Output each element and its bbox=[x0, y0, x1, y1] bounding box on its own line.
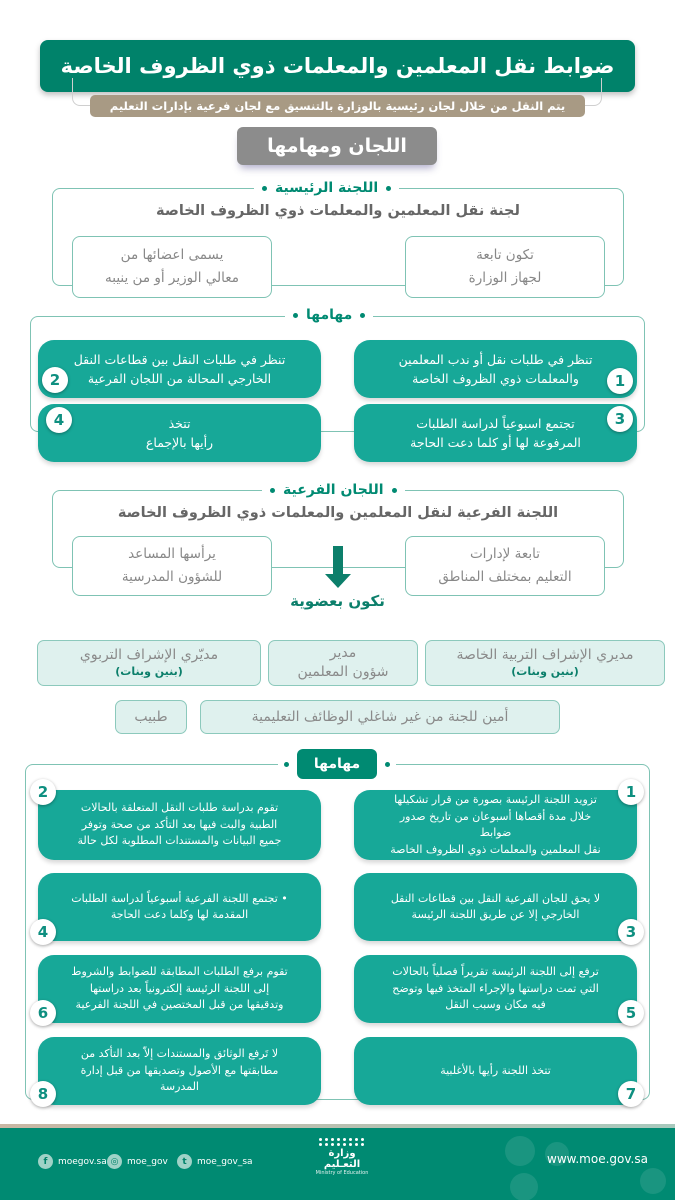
section-heading: اللجان ومهامها bbox=[237, 127, 437, 165]
bullet-icon bbox=[386, 186, 391, 191]
task-number-badge: 1 bbox=[607, 368, 633, 394]
bullet-icon bbox=[284, 762, 289, 767]
arrow-down-icon-head bbox=[325, 574, 351, 588]
sub-task-7: تتخذ اللجنة رأيها بالأغلبية bbox=[354, 1037, 637, 1105]
social-instagram[interactable]: ◎ moe_gov bbox=[107, 1154, 168, 1169]
member-teacher-affairs: مدير شؤون المعلمين bbox=[268, 640, 418, 686]
task-number-badge: 2 bbox=[42, 367, 68, 393]
sub-task-3: لا يحق للجان الفرعية النقل بين قطاعات النقل الخارجي إلا عن طريق اللجنة الرئيسة bbox=[354, 873, 637, 941]
main-committee-name: لجنة نقل المعلمين والمعلمات ذوي الظروف الخاصة bbox=[156, 203, 520, 219]
sub-task-6: تقوم برفع الطلبات المطابقة للضوابط والشروط إلى اللجنة الرئيسة إلكترونياً بعد دراستها وتدقيقها من قبل المختصين في اللجنة الفرعية bbox=[38, 955, 321, 1023]
bullet-icon bbox=[385, 762, 390, 767]
task-number-badge: 2 bbox=[30, 779, 56, 805]
sub-task-1: تزويد اللجنة الرئيسة بصورة من قرار تشكيلها خلال مدة أقصاها أسبوعان من تاريخ صدور ضوابط نقل المعلمين والمعلمات ذوي الظروف الخاصة bbox=[354, 790, 637, 860]
sub-tasks-label-wrap bbox=[278, 749, 396, 779]
instagram-icon: ◎ bbox=[107, 1154, 122, 1169]
page-title: ضوابط نقل المعلمين والمعلمات ذوي الظروف الخاصة bbox=[40, 40, 635, 92]
footer bbox=[0, 1128, 675, 1200]
member-secretary: أمين للجنة من غير شاغلي الوظائف التعليمية bbox=[200, 700, 560, 734]
bullet-icon bbox=[392, 488, 397, 493]
membership-label: تكون بعضوية bbox=[290, 592, 385, 610]
task-number-badge: 4 bbox=[30, 919, 56, 945]
decor-circle bbox=[640, 1168, 666, 1194]
facebook-icon: f bbox=[38, 1154, 53, 1169]
main-task-1: تنظر في طلبات نقل أو ندب المعلمين والمعلمات ذوي الظروف الخاصة bbox=[354, 340, 637, 398]
ministry-logo: وزارة التعـليم Ministry of Education bbox=[312, 1138, 372, 1194]
task-number-badge: 5 bbox=[618, 1000, 644, 1026]
main-committee-affiliation: تكون تابعة لجهاز الوزارة bbox=[405, 236, 605, 298]
bullet-icon bbox=[262, 186, 267, 191]
task-number-badge: 1 bbox=[618, 779, 644, 805]
sub-task-2: تقوم بدراسة طلبات النقل المتعلقة بالحالات الطبية والبت فيها بعد التأكد من صحة وتوفر جميع البيانات والمستندات المطلوبة لكل حالة bbox=[38, 790, 321, 860]
arrow-down-icon bbox=[333, 546, 343, 576]
website-link[interactable]: www.moe.gov.sa bbox=[547, 1152, 648, 1166]
member-special-ed-supervisors: مديري الإشراف التربية الخاصة (بنين وبنات) bbox=[425, 640, 665, 686]
task-number-badge: 3 bbox=[618, 919, 644, 945]
sub-committee-affiliation: تابعة لإدارات التعليم بمختلف المناطق bbox=[405, 536, 605, 596]
sub-committee-head: يرأسها المساعد للشؤون المدرسية bbox=[72, 536, 272, 596]
social-facebook[interactable]: f moegov.sa bbox=[38, 1154, 107, 1169]
task-number-badge: 7 bbox=[618, 1081, 644, 1107]
sub-tasks-label: مهامها bbox=[297, 749, 377, 779]
sub-task-4: • تجتمع اللجنة الفرعية أسبوعياً لدراسة الطلبات المقدمة لها وكلما دعت الحاجة bbox=[38, 873, 321, 941]
sub-committee-label: اللجان الفرعية bbox=[262, 480, 405, 500]
bullet-icon bbox=[360, 313, 365, 318]
logo-dots-icon bbox=[312, 1138, 372, 1146]
main-task-4: تتخذ رأيها بالإجماع bbox=[38, 404, 321, 462]
sub-committee-name: اللجنة الفرعية لنقل المعلمين والمعلمات ذوي الظروف الخاصة bbox=[117, 505, 559, 521]
task-number-badge: 4 bbox=[46, 407, 72, 433]
main-tasks-label: مهامها bbox=[285, 305, 373, 325]
main-committee-members: يسمى اعضائها من معالي الوزير أو من ينيبه bbox=[72, 236, 272, 298]
member-doctor: طبيب bbox=[115, 700, 187, 734]
task-number-badge: 3 bbox=[607, 406, 633, 432]
bullet-icon bbox=[270, 488, 275, 493]
bullet-icon bbox=[293, 313, 298, 318]
sub-task-5: ترفع إلى اللجنة الرئيسة تقريراً فصلياً بالحالات التي تمت دراستها والإجراء المتخذ فيها وتوضح فيه مكان وسبب النقل bbox=[354, 955, 637, 1023]
member-educational-supervisors: مديّري الإشراف التربوي (بنين وبنات) bbox=[37, 640, 261, 686]
decor-circle bbox=[510, 1173, 538, 1200]
social-twitter[interactable]: t moe_gov_sa bbox=[177, 1154, 253, 1169]
task-number-badge: 8 bbox=[30, 1081, 56, 1107]
decor-circle bbox=[505, 1136, 535, 1166]
main-committee-label: اللجنة الرئيسية bbox=[254, 178, 399, 198]
subtitle: يتم النقل من خلال لجان رئيسية بالوزارة بالتنسيق مع لجان فرعية بإدارات التعليم bbox=[90, 95, 585, 117]
main-task-2: تنظر في طلبات النقل بين قطاعات النقل الخارجي المحالة من اللجان الفرعية bbox=[38, 340, 321, 398]
main-task-3: تجتمع اسبوعياً لدراسة الطلبات المرفوعة لها أو كلما دعت الحاجة bbox=[354, 404, 637, 462]
twitter-icon: t bbox=[177, 1154, 192, 1169]
task-number-badge: 6 bbox=[30, 1000, 56, 1026]
sub-task-8: لا تَرفع الوثائق والمستندات إلاّ بعد التأكد من مطابقتها مع الأصول وتصديقها من قبل إدارة المدرسة bbox=[38, 1037, 321, 1105]
